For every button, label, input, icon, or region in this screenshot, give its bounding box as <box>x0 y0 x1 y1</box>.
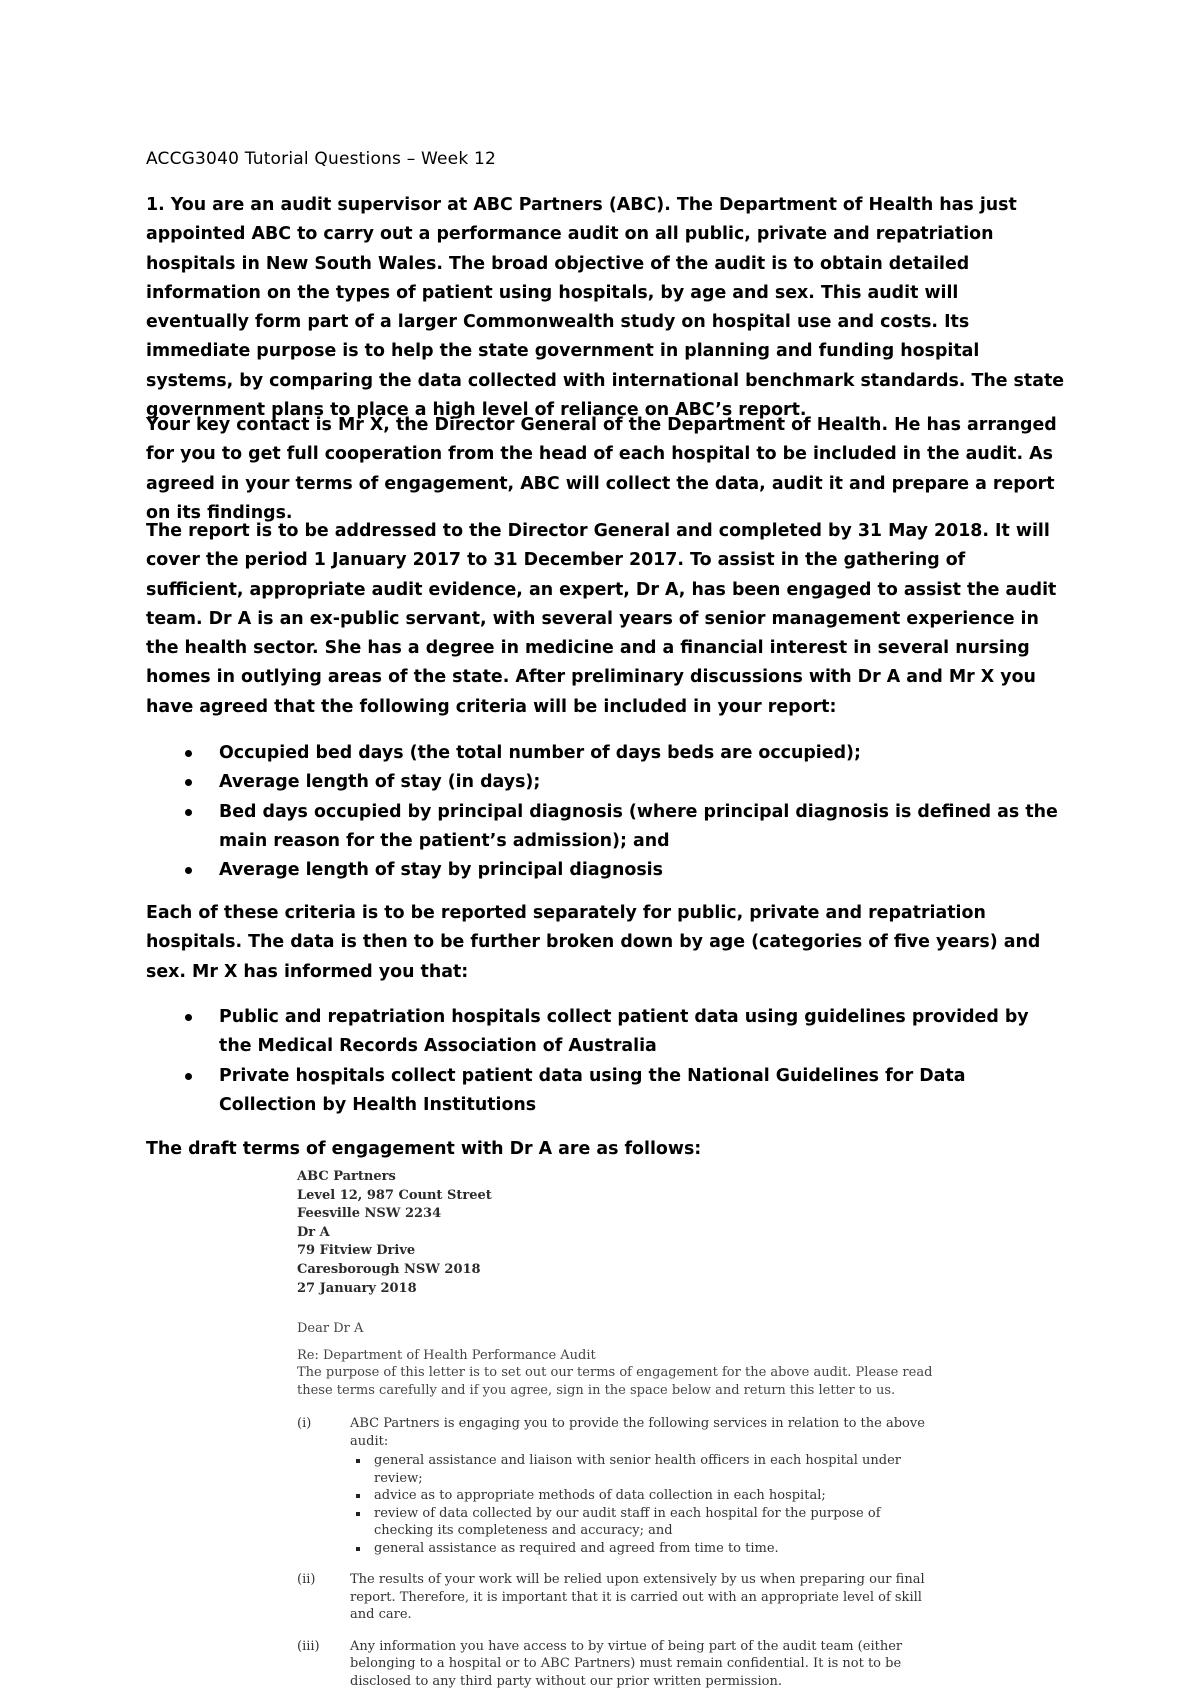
bullet-icon <box>185 1014 192 1021</box>
bullet-icon <box>185 750 192 757</box>
bullet-icon <box>356 1512 360 1516</box>
bullet-icon <box>356 1494 360 1498</box>
list-item: general assistance as required and agreed from time to time. <box>350 1540 937 1558</box>
letter-salutation: Dear Dr A <box>297 1321 364 1337</box>
list-item: advice as to appropriate methods of data collection in each hospital; <box>350 1487 937 1505</box>
bullet-icon <box>356 1459 360 1463</box>
collection-methods-list <box>146 1003 1066 1120</box>
list-item: review of data collected by our audit staff in each hospital for the purpose of checking its completeness and accuracy; and <box>350 1505 937 1540</box>
question-paragraph-3: The report is to be addressed to the Director General and completed by 31 May 2018. It will cover the period 1 January 2017 to 31 December 2017. To assist in the gathering of sufficient, appropriate audit evidence, an expert, Dr A, has been engaged to assist the audit team. Dr A is an ex-public servant, with several years of senior management experience in the health sector. She has a degree in medicine and a financial interest in several nursing homes in outlying areas of the state. After preliminary discussions with Dr A and Mr X you have agreed that the following criteria will be included in your report: <box>146 521 1057 717</box>
page-title: ACCG3040 Tutorial Questions – Week 12 <box>146 149 497 169</box>
criteria-list <box>146 739 1066 885</box>
letter-item-2: (ii) The results of your work will be relied upon extensively by us when preparing our final report. Therefore, it is important that it is carried out with an appropriate level of skill and care. <box>297 1572 925 1623</box>
list-item: Bed days occupied by principal diagnosis (where principal diagnosis is defined as the main reason for the patient’s admission); and <box>146 798 1066 857</box>
bullet-icon <box>185 1073 192 1080</box>
list-item: general assistance and liaison with senior health officers in each hospital under review; <box>350 1452 937 1487</box>
letter-intro: The purpose of this letter is to set out our terms of engagement for the above audit. Please read these terms carefully and if you agree, sign in the space below and return this letter to us. <box>297 1365 933 1398</box>
list-item: Private hospitals collect patient data using the National Guidelines for Data Collection by Health Institutions <box>146 1062 1066 1121</box>
bullet-icon <box>185 867 192 874</box>
question-paragraph-2: Your key contact is Mr X, the Director General of the Department of Health. He has arranged for you to get full cooperation from the head of each hospital to be included in the audit. As agreed in your terms of engagement, ABC will collect the data, audit it and prepare a report on its findings. <box>146 415 1057 523</box>
services-list <box>350 1452 937 1557</box>
letter-item-3: (iii) Any information you have access to by virtue of being part of the audit team (either belonging to a hospital or to ABC Partners) must remain confidential. It is not to be disclosed to any third party without our prior written permission. <box>297 1638 903 1689</box>
letter-item-1: (i) ABC Partners is engaging you to provide the following services in relation to the above audit: general assistance and liaison with senior health officers in each hospital under review; advice as to appropriate methods of data collection in each hospital; review of data collected by our audit staff in each hospital for the purpose of checking its completeness and accuracy; and general assistance as required and agreed from time to time. <box>297 1415 937 1557</box>
question-paragraph-4: Each of these criteria is to be reported separately for public, private and repatriation hospitals. The data is then to be further broken down by age (categories of five years) and sex. Mr X has informed you that: <box>146 903 1041 982</box>
bullet-icon <box>185 809 192 816</box>
engagement-letter <box>297 1168 937 1690</box>
list-item: Average length of stay (in days); <box>146 768 1066 797</box>
letter-address-block: ABC Partners Level 12, 987 Count Street Feesville NSW 2234 Dr A 79 Fitview Drive Caresborough NSW 2018 27 January 2018 <box>297 1169 492 1296</box>
list-item: Public and repatriation hospitals collect patient data using guidelines provided by the Medical Records Association of Australia <box>146 1003 1066 1062</box>
list-item: Occupied bed days (the total number of days beds are occupied); <box>146 739 1066 768</box>
question-paragraph-5: The draft terms of engagement with Dr A are as follows: <box>146 1139 702 1159</box>
bullet-icon <box>185 779 192 786</box>
list-item: Average length of stay by principal diagnosis <box>146 856 1066 885</box>
letter-re-line: Re: Department of Health Performance Audit <box>297 1347 596 1363</box>
bullet-icon <box>356 1547 360 1551</box>
question-paragraph-1: 1. You are an audit supervisor at ABC Partners (ABC). The Department of Health has just appointed ABC to carry out a performance audit on all public, private and repatriation hospitals in New South Wales. The broad objective of the audit is to obtain detailed information on the types of patient using hospitals, by age and sex. This audit will eventually form part of a larger Commonwealth study on hospital use and costs. Its immediate purpose is to help the state government in planning and funding hospital systems, by comparing the data collected with international benchmark standards. The state government plans to place a high level of reliance on ABC’s report. <box>146 195 1065 421</box>
